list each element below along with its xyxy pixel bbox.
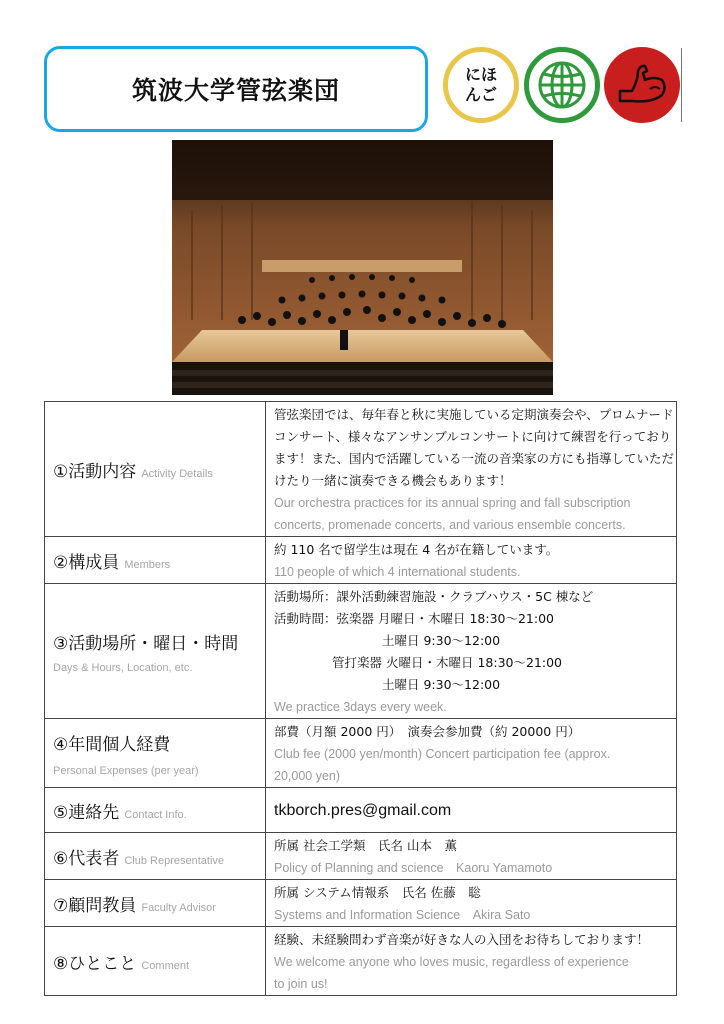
location-line: 管打楽器 火曜日・木曜日 18:30～21:00 <box>332 655 562 670</box>
advisor-label-jp: ⑦顧問教員 <box>53 895 137 916</box>
location-line: 土曜日 9:30～12:00 <box>382 633 501 648</box>
comment-en-line: to join us! <box>274 977 328 991</box>
representative-label-en: Club Representative <box>124 854 225 867</box>
activity-en-line: concerts, promenade concerts, and various ensemble concerts. <box>274 518 626 532</box>
row-contact-label <box>45 788 266 833</box>
expenses-jp: 部費（月額 2000 円） 演奏会参加費（約 20000 円） <box>274 724 581 739</box>
globe-badge <box>524 47 600 123</box>
members-label-jp: ②構成員 <box>53 552 120 573</box>
row-representative-content <box>266 833 677 880</box>
row-advisor-label <box>45 880 266 927</box>
row-comment-content <box>266 927 677 996</box>
flexed-arm-icon <box>604 47 680 123</box>
globe-icon <box>529 52 595 118</box>
contact-email[interactable]: tkborch.pres@gmail.com <box>274 802 452 819</box>
row-activity <box>45 402 677 537</box>
row-expenses-content <box>266 719 677 788</box>
club-info-table <box>44 401 677 996</box>
representative-jp: 所属 社会工学類 氏名 山本 薫 <box>274 838 457 853</box>
expenses-en-line: Club fee (2000 yen/month) Concert participation fee (approx. <box>274 747 611 761</box>
activity-jp-line: コンサート、様々なアンサンブルコンサートに向けて練習を行っており <box>274 429 672 444</box>
location-line: 土曜日 9:30～12:00 <box>382 677 501 692</box>
activity-jp-line: ます！また、国内で活躍している一流の音楽家の方にも指導していただ <box>274 451 675 466</box>
comment-label-jp: ⑧ひとこと <box>53 953 137 974</box>
location-label-jp: ③活動場所・曜日・時間 <box>53 633 239 654</box>
row-location <box>45 584 677 719</box>
orchestra-photo <box>172 140 553 395</box>
location-line: 活動場所：課外活動練習施設・クラブハウス・5C 棟など <box>274 589 594 604</box>
activity-jp-line: 管弦楽団では、毎年春と秋に実施している定期演奏会や、プロムナード <box>274 407 674 422</box>
advisor-jp: 所属 システム情報系 氏名 佐藤 聡 <box>274 885 481 900</box>
contact-label-jp: ⑤連絡先 <box>53 802 120 823</box>
members-label-en: Members <box>124 558 171 571</box>
location-line: 活動時間：弦楽器 月曜日・木曜日 18:30～21:00 <box>274 611 554 626</box>
page-title: 筑波大学管弦楽団 <box>131 76 340 105</box>
advisor-label-en: Faculty Advisor <box>141 901 216 914</box>
row-expenses-label <box>45 719 266 788</box>
row-advisor <box>45 880 677 927</box>
advisor-en: Systems and Information Science Akira Sato <box>274 908 531 922</box>
location-label-en: Days & Hours, Location, etc. <box>53 661 193 674</box>
muscle-badge <box>604 47 680 123</box>
members-jp: 約 110 名で留学生は現在 4 名が在籍しています。 <box>274 542 559 557</box>
row-contact-content <box>266 788 677 833</box>
activity-en-line: Our orchestra practices for its annual spring and fall subscription <box>274 496 631 510</box>
activity-label-en: Activity Details <box>141 467 213 480</box>
nihongo-badge-line-1: にほ <box>464 65 497 84</box>
location-en: We practice 3days every week. <box>274 700 447 714</box>
contact-label-en: Contact Info. <box>124 808 187 821</box>
activity-label-jp: ①活動内容 <box>53 461 137 482</box>
row-members-content <box>266 537 677 584</box>
row-comment-label <box>45 927 266 996</box>
edge-divider <box>681 48 682 122</box>
row-activity-label <box>45 402 266 537</box>
row-contact <box>45 788 677 833</box>
comment-jp: 経験、未経験問わず音楽が好きな人の入団をお待ちしております！ <box>274 932 650 947</box>
representative-en: Policy of Planning and science Kaoru Yamamoto <box>274 861 553 875</box>
row-members <box>45 537 677 584</box>
representative-label-jp: ⑥代表者 <box>53 848 120 869</box>
row-expenses <box>45 719 677 788</box>
expenses-label-en: Personal Expenses (per year) <box>53 764 199 777</box>
row-activity-content <box>266 402 677 537</box>
row-representative-label <box>45 833 266 880</box>
activity-jp-line: けたり一緒に演奏できる機会もあります！ <box>274 473 512 488</box>
row-comment <box>45 927 677 996</box>
expenses-en-line: 20,000 yen) <box>274 769 341 783</box>
comment-en-line: We welcome anyone who loves music, regardless of experience <box>274 955 629 969</box>
members-en: 110 people of which 4 international students. <box>274 565 521 579</box>
title-box <box>44 46 428 132</box>
row-location-label <box>45 584 266 719</box>
row-advisor-content <box>266 880 677 927</box>
row-members-label <box>45 537 266 584</box>
nihongo-badge <box>443 47 519 123</box>
nihongo-badge-line-2: んご <box>464 85 497 104</box>
row-location-content <box>266 584 677 719</box>
expenses-label-jp: ④年間個人経費 <box>53 734 171 755</box>
row-representative <box>45 833 677 880</box>
comment-label-en: Comment <box>141 959 190 972</box>
